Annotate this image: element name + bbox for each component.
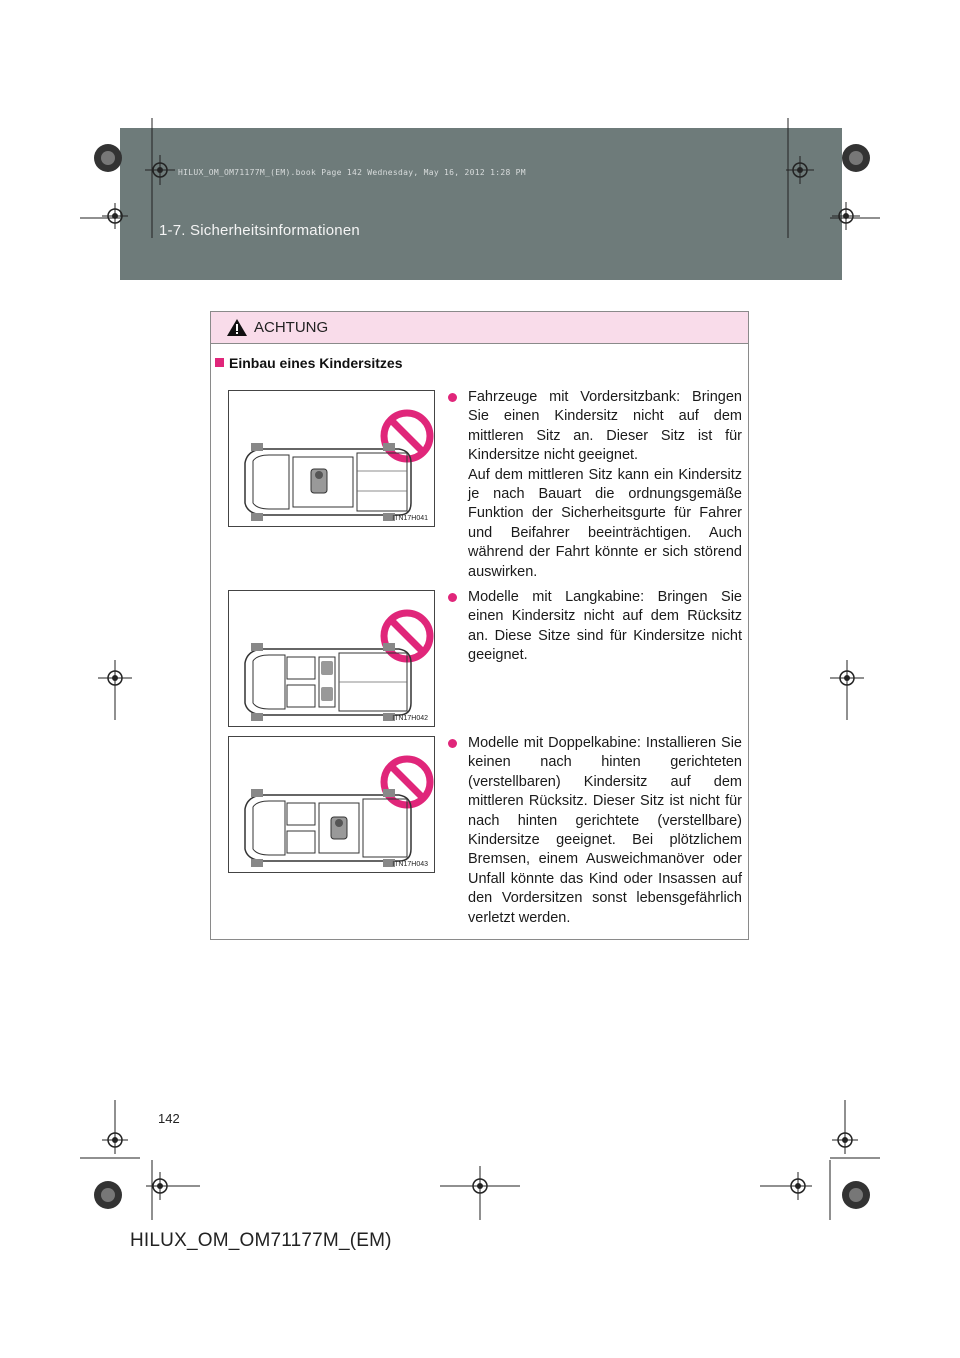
- figure-3: [228, 736, 435, 873]
- page-number: 142: [158, 1111, 180, 1126]
- figure-code: ITN17H043: [392, 861, 428, 868]
- item-text: Modelle mit Langkabine: Bringen Sie einen Kindersitz nicht auf dem Rücksitz an. Diese Sitze sind für Kindersitze nicht geeignet.: [468, 589, 742, 664]
- registration-mark-bottom-right: [760, 1100, 880, 1220]
- registration-mark-mid-right: [822, 660, 872, 720]
- header-band: [120, 128, 842, 280]
- warning-item-front-bench: [448, 388, 742, 582]
- item-text-continued: Auf dem mittleren Sitz kann ein Kindersitz je nach Bauart die ordnungsgemäße Funktion der Sicherheitsgurte für Fahrer und Beifahrer beeinträchtigen. Auch während der Fahrt könnte er sich störend auswirken.: [468, 466, 742, 580]
- figure-code: ITN17H041: [392, 515, 428, 522]
- warning-label: ACHTUNG: [254, 319, 329, 336]
- registration-mark-top-right: [770, 118, 880, 238]
- registration-mark-top-center: [130, 150, 190, 190]
- car-long-cab-icon: [229, 591, 434, 726]
- registration-mark-bottom-left: [80, 1100, 210, 1220]
- car-double-cab-icon: [229, 737, 434, 872]
- figure-2: [228, 590, 435, 727]
- warning-header: [211, 312, 748, 344]
- bullet-icon: [448, 739, 457, 748]
- subheading-text: Einbau eines Kindersitzes: [229, 355, 403, 371]
- item-text: Modelle mit Doppelkabine: Installieren Sie keinen nach hinten gerichteten (verstellbaren) Kindersitz auf dem mittleren Rücksitz. Dieser Sitz ist nicht für nach hinten gerichtete (verstellbare) Kindersitze geeignet. Bei plötzlichem Bremsen, einem Ausweichmanöver oder Unfall könnte das Kind oder Insassen auf den Vordersitzen sonst lebensgefährlich verletzt werden.: [468, 735, 742, 926]
- print-stamp: HILUX_OM_OM71177M_(EM).book Page 142 Wednesday, May 16, 2012 1:28 PM: [178, 168, 526, 177]
- car-front-bench-icon: [229, 391, 434, 526]
- warning-item-double-cab: [448, 734, 742, 928]
- figure-code: ITN17H042: [392, 715, 428, 722]
- warning-subheading: [215, 355, 403, 371]
- warning-item-long-cab: [448, 588, 742, 666]
- warning-box: [210, 311, 749, 940]
- bullet-icon: [448, 393, 457, 402]
- bullet-icon: [448, 593, 457, 602]
- item-text: Fahrzeuge mit Vordersitzbank: Bringen Sie einen Kindersitz nicht auf dem mittleren Sitz an. Dieser Sitz ist für Kindersitze nicht geeignet.: [468, 389, 742, 464]
- warning-triangle-icon: [226, 318, 248, 337]
- registration-mark-mid-left: [90, 660, 140, 720]
- figure-1: [228, 390, 435, 527]
- document-code: HILUX_OM_OM71177M_(EM): [130, 1230, 392, 1251]
- section-title: 1-7. Sicherheitsinformationen: [159, 222, 360, 239]
- registration-mark-bottom-center: [440, 1160, 520, 1220]
